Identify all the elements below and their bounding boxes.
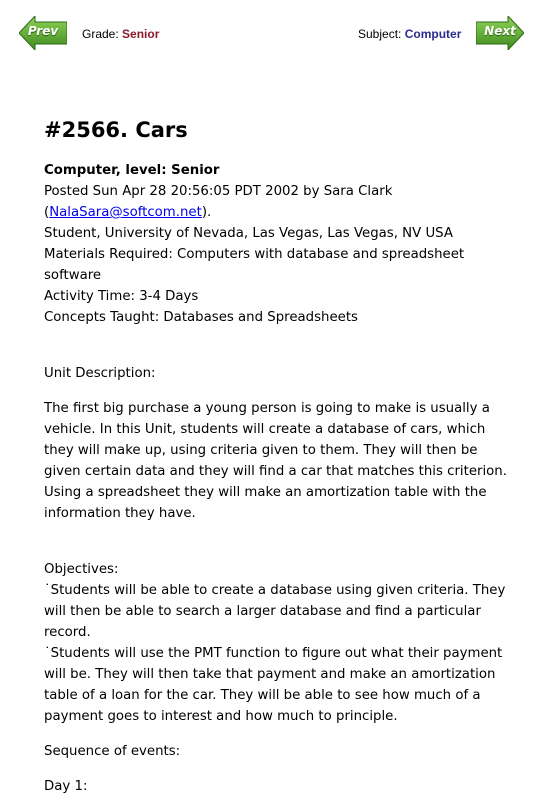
subject-indicator bbox=[358, 27, 461, 41]
objective-item: ˙Students will be able to create a database using given criteria. They will then be able to search a larger database and find a particular record. bbox=[44, 583, 506, 640]
author-email-link[interactable]: NalaSara@softcom.net bbox=[49, 205, 202, 220]
grade-indicator bbox=[82, 27, 159, 41]
prev-label: Prev bbox=[27, 24, 59, 38]
objective-item: ˙Students will use the PMT function to figure out what their payment will be. They will then take that payment and make an amortization table of a loan for the car. They will be able to see how much of a payment goes to interest and how much to principle. bbox=[44, 646, 503, 724]
posted-line: Posted Sun Apr 28 20:56:05 PDT 2002 by Sara Clark bbox=[44, 184, 393, 199]
prev-button[interactable] bbox=[19, 16, 67, 50]
top-navigation bbox=[0, 0, 536, 60]
email-close-paren: ). bbox=[201, 205, 212, 220]
grade-value: Senior bbox=[122, 27, 160, 41]
lesson-content bbox=[44, 116, 514, 797]
level-line: Computer, level: Senior bbox=[44, 163, 220, 178]
page-title: #2566. Cars bbox=[44, 118, 188, 142]
subject-value: Computer bbox=[404, 27, 462, 41]
email-open-paren: ( bbox=[44, 205, 50, 220]
next-button[interactable] bbox=[476, 16, 524, 50]
next-label: Next bbox=[484, 24, 516, 38]
unit-description-heading: Unit Description: bbox=[44, 366, 156, 381]
unit-description-text: The first big purchase a young person is going to make is usually a vehicle. In this Unit, students will create a database of cars, which they will make up, using criteria given to them. They will then be given certain data and they will find a car that matches this criterion. Using a spreadsheet they will make an amortization table with the information they have. bbox=[44, 401, 507, 521]
grade-label: Grade: bbox=[82, 27, 119, 41]
affiliation-line: Student, University of Nevada, Las Vegas, Las Vegas, NV USA bbox=[44, 226, 453, 241]
subject-label: Subject: bbox=[358, 27, 402, 41]
sequence-heading: Sequence of events: bbox=[44, 744, 181, 759]
activity-time-line: Activity Time: 3-4 Days bbox=[44, 289, 199, 304]
objectives-heading: Objectives: bbox=[44, 562, 119, 577]
concepts-line: Concepts Taught: Databases and Spreadsheets bbox=[44, 310, 358, 325]
email-line bbox=[44, 202, 514, 223]
day-1-heading: Day 1: bbox=[44, 779, 88, 794]
materials-line: Materials Required: Computers with database and spreadsheet software bbox=[44, 247, 465, 283]
